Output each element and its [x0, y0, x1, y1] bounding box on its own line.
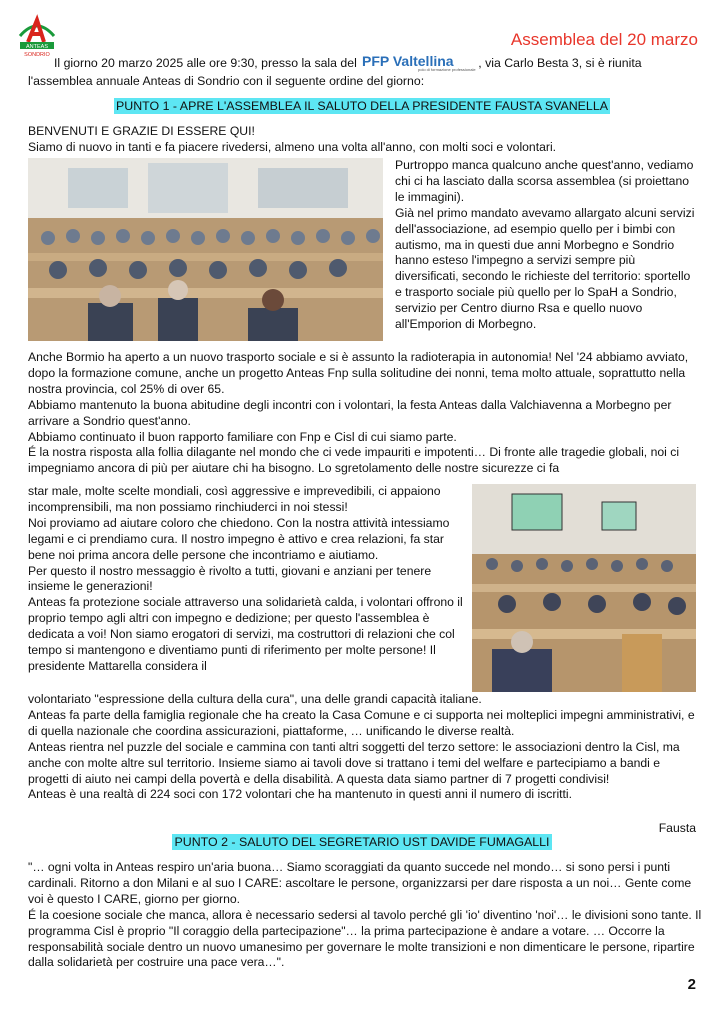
paragraph: volontariato "espressione della cultura della cura", una delle grandi capacità italiane.: [28, 692, 482, 706]
paragraph: "… ogni volta in Anteas respiro un'aria buona… Siamo scoraggiati da quanto succede nel mondo… si sono persi i punti cardinali. Ritorno a don Milani e al suo I CARE: ascoltare le persone, organizzarsi per dare risposta a un noi… Gente come voi è questo I CARE, giorno per giorno.: [28, 860, 692, 906]
paragraph: É la coesione sociale che manca, allora è necessario sedersi al tavolo perché gli 'io' diventino 'noi'… le divisioni sono tante. Il programma Cisl è proprio "Il coraggio della partecipazione"… la prima partecipazione è andare a votare. … Occorre la responsabilità sociale dentro un nuovo umanesimo per governare le molte transizioni e non dimenticare le persone, ripartire dalla solidarietà per costruire una pace vera…".: [28, 907, 702, 970]
block1: [28, 124, 702, 156]
paragraph: Anche Bormio ha aperto a un nuovo trasporto sociale e si è assunto la radioterapia in autonomia! Nel '24 abbiamo avviato, dopo la formazione comune, anche un progetto Anteas Fnp sulla solitudine dei nonni, tema molto attuale, soprattutto nella nostra provincia, col 25% di over 65.: [28, 350, 689, 396]
signature: Fausta: [658, 821, 696, 835]
paragraph: Abbiamo mantenuto la buona abitudine degli incontri con i volontari, la festa Anteas dalla Valchiavenna a Morbegno per arrivare a Sondrio quest'anno.: [28, 397, 672, 428]
paragraph: É la nostra risposta alla follia dilagante nel mondo che ci vede impauriti e impotenti… Di fronte alle tragedie globali, noi ci impegniamo ancora di più per aiutare chi ha bisogno. Lo sgretolamento delle nostre sicurezze ci fa: [28, 445, 680, 476]
logo-sub: SONDRIO: [24, 52, 50, 58]
intro-after: , via Carlo Besta 3, si è riunita l'assemblea annuale Anteas di Sondrio con il seguente ordine del giorno:: [28, 56, 642, 88]
paragraph: Siamo di nuovo in tanti e fa piacere rivedersi, almeno una volta all'anno, con molti soci e volontari.: [28, 139, 557, 154]
paragraph: Anteas fa protezione sociale attraverso una solidarietà calda, i volontari offrono il proprio tempo agli altri con impegno e dedizione; per questo l'assemblea è dedicata a voi! Non siamo erogatori di servizi, ma costruttori di relazioni che col tempo si mantengono e diventiamo punti di riferimento per molte persone! Il presidente Mattarella considera il: [28, 595, 463, 673]
paragraph: Anteas fa parte della famiglia regionale che ha creato la Casa Comune e ci supporta nei molteplici impegni amministrativi, e di quella nazionale che coordina assicurazioni, piattaforme, … unificando le diverse realtà.: [28, 707, 695, 738]
block3: [28, 692, 702, 803]
svg-text:polo di formazione professiona: polo di formazione professionale: [418, 67, 476, 72]
pfp-valtellina-logo: [360, 52, 478, 72]
logo-text: ANTEAS: [25, 44, 49, 50]
paragraph: Purtroppo manca qualcuno anche quest'anno, vediamo chi ci ha lasciato dalla scorsa assemblea (si proiettano le immagini).: [395, 158, 694, 204]
paragraph: BENVENUTI E GRAZIE DI ESSERE QUI!: [28, 124, 255, 138]
punto1-heading: PUNTO 1 - APRE L'ASSEMBLEA IL SALUTO DELLA PRESIDENTE FAUSTA SVANELLA: [116, 99, 608, 113]
paragraph: Per questo il nostro messaggio è rivolto a tutti, giovani e anziani per tenere insieme le generazioni!: [28, 563, 432, 594]
paragraph: Anteas rientra nel puzzle del sociale e cammina con tanti altri soggetti del terzo settore: le associazioni dentro la Cisl, ma anche con molte altre sul territorio. Insieme siamo ai tavoli dove si trattano i temi del welfare e partecipiamo a bandi e progetti di aiuto nei campi della povertà e della disabilità. A questa data siamo partner di 7 progetti condivisi!: [28, 739, 680, 786]
block4: [28, 860, 702, 971]
paragraph: Anteas è una realtà di 224 soci con 172 volontari che ha mantenuto in questi anni il numero di iscritti.: [28, 787, 573, 802]
left-column-text: [28, 484, 464, 675]
paragraph: Già nel primo mandato avevamo allargato alcuni servizi dell'associazione, ad esempio quello per i bimbi con autismo, ma in questi due anni Morbegno e Sondrio hanno esteso l'impegno a servizi sempre più diversificati, secondo le richieste del territorio: sportello e trasporto sociale più quello per lo SpaH a Sondrio, servizio per Centro diurno Rsa e quello nuovo all'Emporion di Morbegno.: [395, 205, 695, 332]
paragraph: star male, molte scelte mondiali, così aggressive e imprevedibili, ci appaiono incomprensibili, ma non possiamo rinchiuderci in noi stessi!: [28, 484, 441, 514]
page-number: 2: [687, 976, 696, 993]
page-title: Assemblea del 20 marzo: [510, 30, 698, 49]
svg-text:PFP Valtellina: PFP Valtellina: [362, 53, 454, 69]
paragraph: Noi proviamo ad aiutare coloro che chiedono. Con la nostra attività intessiamo legami e ci prendiamo cura. Il nostro impegno è attivo e crea relazioni, fa star bene noi prima ancora delle persone che incontriamo e aiutiamo.: [28, 515, 450, 562]
punto2-heading: PUNTO 2 - SALUTO DEL SEGRETARIO UST DAVIDE FUMAGALLI: [174, 835, 550, 849]
intro-paragraph: [28, 52, 700, 90]
paragraph: Abbiamo continuato il buon rapporto familiare con Fnp e Cisl di cui siamo parte.: [28, 429, 457, 444]
assembly-screens-photo: [472, 484, 696, 692]
right-column-text: [395, 158, 700, 333]
block2: [28, 350, 702, 477]
intro-before: Il giorno 20 marzo 2025 alle ore 9:30, presso la sala del: [54, 56, 357, 70]
assembly-hall-photo: [28, 158, 383, 341]
